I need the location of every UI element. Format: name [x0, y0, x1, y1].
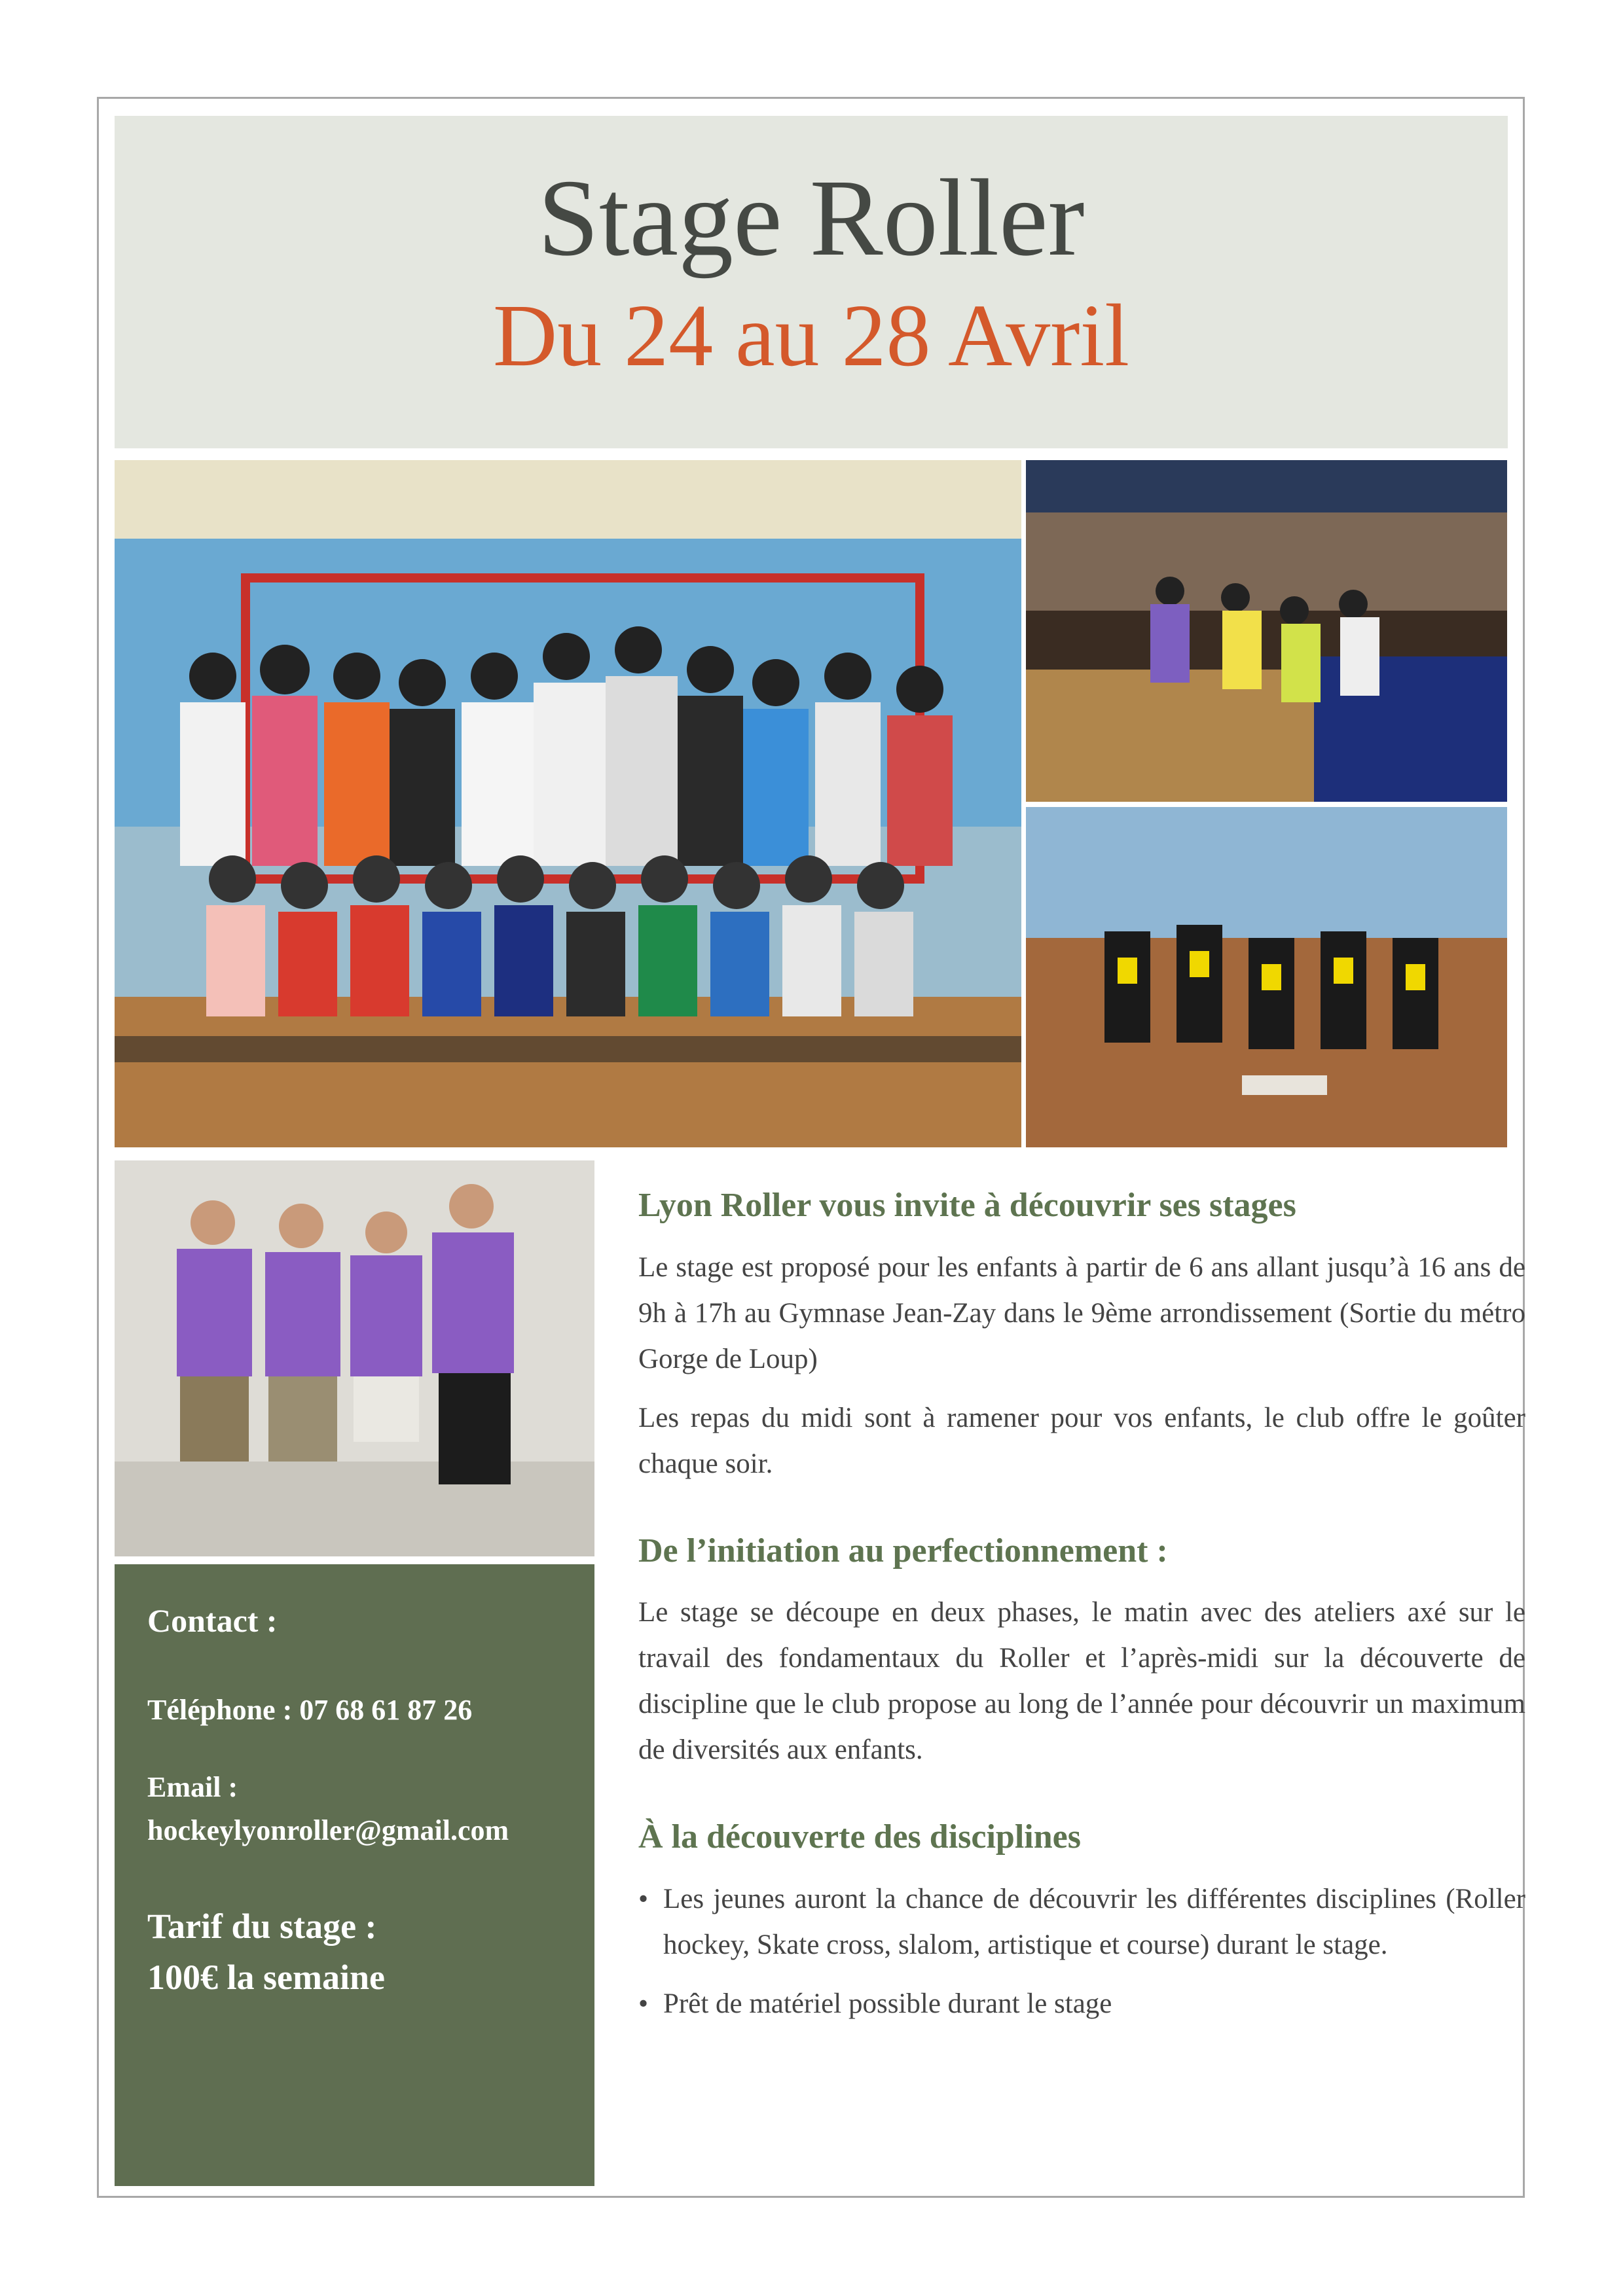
list-item — [638, 1876, 1525, 1968]
section-heading-disciplines: À la découverte des disciplines — [638, 1818, 1081, 1856]
bullet-icon: • — [638, 1988, 649, 2019]
tarif-price: 100€ la semaine — [147, 1958, 385, 1998]
disciplines-list — [638, 1876, 1525, 2027]
list-item — [638, 1981, 1525, 2027]
section-heading-initiation: De l’initiation au perfectionnement : — [638, 1532, 1168, 1570]
coaches-photo — [115, 1160, 594, 1556]
group-photo — [115, 460, 1021, 1147]
header-band — [115, 116, 1508, 448]
contact-email-label: Email : — [147, 1771, 238, 1803]
paragraph-phases: Le stage se découpe en deux phases, le matin avec des ateliers axé sur le travail des fondamentaux du Roller et l’après-midi sur la découverte de discipline que le club propose au long de l’année pour découvrir un maximum de diversités aux enfants. — [638, 1597, 1525, 1766]
list-item-text: Prêt de matériel possible durant le stage — [663, 1988, 1112, 2019]
contact-box — [115, 1564, 594, 2186]
contact-email[interactable]: hockeylyonroller@gmail.com — [147, 1814, 509, 1846]
tarif-label: Tarif du stage : — [147, 1907, 377, 1946]
race-photo — [1026, 460, 1507, 802]
contact-title: Contact : — [147, 1602, 278, 1639]
paragraph-meals: Les repas du midi sont à ramener pour vos enfants, le club offre le goûter chaque soir. — [638, 1402, 1525, 1479]
text-column — [638, 1183, 1525, 2040]
page-subtitle: Du 24 au 28 Avril — [492, 287, 1130, 385]
section-heading-invitation: Lyon Roller vous invite à découvrir ses stages — [638, 1187, 1296, 1224]
contact-phone: Téléphone : 07 68 61 87 26 — [147, 1694, 473, 1726]
page-title: Stage Roller — [538, 157, 1085, 279]
list-item-text: Les jeunes auront la chance de découvrir les différentes disciplines (Roller hockey, Skate cross, slalom, artistique et course) durant le stage. — [663, 1883, 1525, 1960]
paragraph-stage-details: Le stage est proposé pour les enfants à partir de 6 ans allant jusqu’à 16 ans de 9h à 17h au Gymnase Jean-Zay dans le 9ème arrondissement (Sortie du métro Gorge de Loup) — [638, 1251, 1525, 1374]
gym-photo — [1026, 807, 1507, 1147]
bullet-icon: • — [638, 1883, 649, 1914]
